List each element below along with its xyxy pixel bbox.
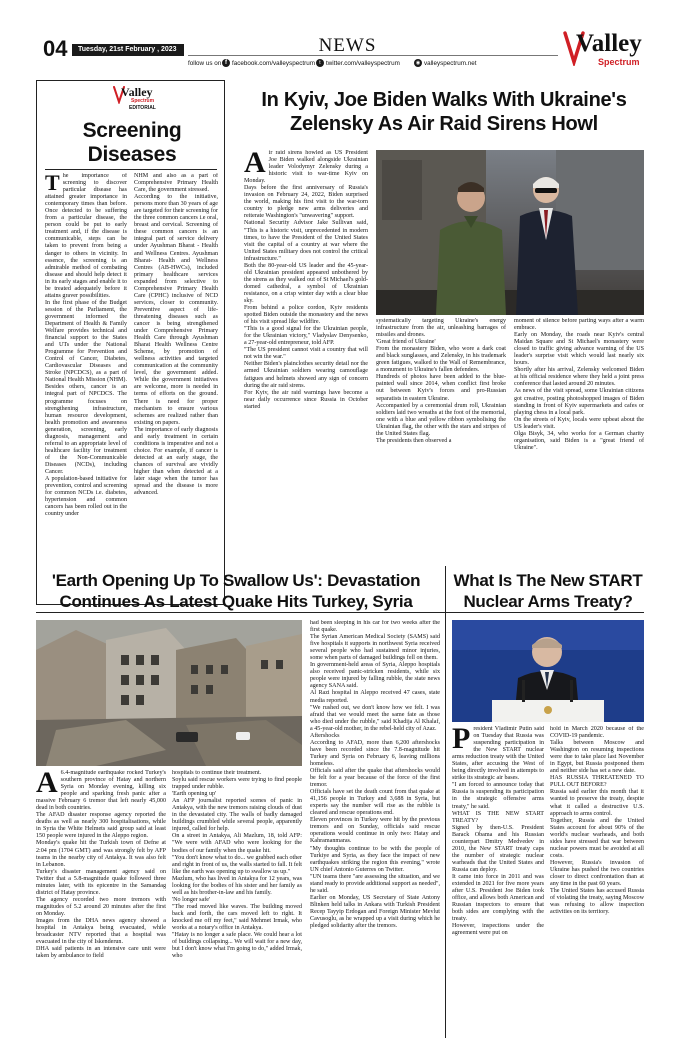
turkey-col3-p10: "My thoughts continue to be with the people of Turkiye and Syria, as they face the impact of new earthquakes striking the region this evening," wrote UN chief Antonio Guterres on Twitter. xyxy=(310,845,440,873)
editorial-col1-p2: A population-based initiative for prevention, control and screening for common NCDs i.e. diabetes, hypertension and common cancers has been rolled out in the country under xyxy=(45,476,127,518)
logo-main: Valley xyxy=(576,30,642,57)
biden-col2-p2: From the monastery Biden, who wore a dark coat and black sunglasses, and Zelensky, in his trademark green fatigues, walked to the Wall of Remembrance, a monument to Ukraine's fallen defenders. xyxy=(376,346,506,374)
biden-col1-p3: Both the 80-year-old US leader and the 45-year-old Ukrainian president appeared unbothered by the sirens as they walked out of St Michael's gold-domed cathedral, a symbol of Ukrainian resistance, on a crisp winter day with a clear blue sky. xyxy=(244,262,368,304)
biden-col2 xyxy=(376,318,506,605)
twitter-link[interactable]: twitter.com/valleyspectrum xyxy=(326,60,400,67)
turkey-col1-p6: DHA said patients in an intensive care unit were taken by ambulance to field xyxy=(36,946,166,960)
biden-col2-p0: systematically targeting Ukraine's energy infrastructure from the air, unleashing barrages of missiles and drones. xyxy=(376,318,506,339)
turkey-col3-p6: According to AFAD, more than 6,200 aftershocks have been recorded since the 7.8-magnitude hit Turkey and Syria on February 6, leaving millions homeless. xyxy=(310,739,440,767)
turkey-col1-p2: Monday's quake hit the Turkish town of Defne at 2:04 pm (1704 GMT) and was strongly felt by AFP teams in the nearby city of Antakya. It was also felt in Lebanon. xyxy=(36,840,166,868)
turkey-col2-p1: Soylu said rescue workers were trying to find people trapped under rubble. xyxy=(172,777,302,791)
editorial-logo xyxy=(113,85,173,113)
biden-col1-p4: From behind a police cordon, Kyiv residents spotted Biden outside the monastery and the news of his visit spread like wildfire. xyxy=(244,305,368,326)
biden-col3-p3: As news of the visit spread, some Ukrainian citizens got creative, posting photoshopped images of Biden standing in front of Kyiv supermarkets and cafes or playing chess in a local park. xyxy=(514,388,644,416)
editorial-col2-p0: NHM and also as a part of Comprehensive Primary Health Care, the government stressed. xyxy=(134,173,218,194)
start-col1-subhead: WHAT IS THE NEW START TREATY? xyxy=(452,810,544,824)
biden-col3 xyxy=(514,318,644,605)
globe-icon: ◉ xyxy=(415,60,421,66)
turkey-col3 xyxy=(310,620,440,1038)
turkey-col1-p3: Turkey's disaster management agency said on Twitter that a 5.8-magnitude quake followed three minutes later, with its epicentre in the Samandag district of Hatay province. xyxy=(36,868,166,896)
editorial-col2-p2: The importance of early diagnosis and early treatment in certain conditions is imperative and not a choice. For example, if cancer is detected at an early stage, the chances of survival are vividly higher than when detected at a later stage when the tumor has spread and the disease is more advanced. xyxy=(134,426,218,497)
start-col1-p4: It came into force in 2011 and was extended in 2021 for five more years after U.S. President Joe Biden took office, and allows both American and Russian inspectors to ensure that both sides are complying with the treaty. xyxy=(452,873,544,923)
start-col1: P resident Vladimir Putin said on Tuesday that Russia was suspending participation in the New START nuclear arms reduction treaty with the United States, after accusing the West of being directly involved in attempts to strike its strategic air bases. "I am forced to announce today that Russia is suspending its participation in the strategic offensive arms treaty," he said. WHAT IS THE NEW START TREATY? Signed by then-U.S. President Barack Obama and his Russian counterpart Dmitry Medvedev in 2010, the New START treaty caps the number of strategic nuclear warheads that the United States and Russia can deploy. It came into force in 2011 and was extended in 2021 for five more years after U.S. President Joe Biden took office, and allows both American and Russian inspectors to ensure that both sides are complying with the treaty. However, inspections under the agreement were put on xyxy=(452,726,544,937)
facebook-link[interactable]: facebook.com/valleyspectrum xyxy=(232,60,315,67)
turkey-col3-p8: Officials have set the death count from that quake at 41,156 people in Turkey and 3,688 in Syria, but experts say the number will rise as the rubble is cleared and rescue operations end. xyxy=(310,789,440,817)
turkey-col2-p5: "You don't know what to do... we grabbed each other and right in front of us, the walls started to fall. It felt like the earth was opening up to swallow us up." xyxy=(172,854,302,875)
editorial-col2 xyxy=(134,173,218,601)
biden-col2-subhead: 'Great friend of Ukraine' xyxy=(376,339,436,346)
turkey-col3-p9: Eleven provinces in Turkey were hit by the previous tremors and on Sunday, officials said rescue operations would continue in only two: Hatay and Kahramanmaras. xyxy=(310,817,440,845)
biden-col1-p5: "This is a good signal for the Ukrainian people, for the Ukrainian victory," Vladyslav Denysenko, a 27-year-old entrepreneur, told AFP. xyxy=(244,326,368,347)
date-bar: Tuesday, 21st February , 2023 xyxy=(72,44,184,56)
start-col2-subhead: HAS RUSSIA THREATENED TO PULL OUT BEFORE? xyxy=(550,775,644,789)
editorial-logo-main: Valley xyxy=(121,85,153,99)
editorial-logo-sub: Spectrum xyxy=(131,98,155,104)
header-rule xyxy=(188,55,558,56)
start-col1-p5: However, inspections under the agreement were put on xyxy=(452,923,544,937)
column-rule xyxy=(445,566,446,1038)
start-col2-p3: Russia said earlier this month that it wanted to preserve the treaty, despite what it called a destructive U.S. approach to arms control. xyxy=(550,789,644,817)
turkey-col1-p5: Images from the DHA news agency showed a hospital in Antakya being evacuated, while broadcaster NTV reported that a hospital was evacuated in the city of Iskenderun. xyxy=(36,917,166,946)
facebook-icon: f xyxy=(222,59,230,67)
turkey-col2-p8: "The road moved like waves. The building moved back and forth, the cars moved left to right. It knocked me off my feet," said Mehmet Irmak, who works at a notary's office in Antakya. xyxy=(172,903,302,932)
header-logo xyxy=(562,28,674,72)
page-number: 04 xyxy=(43,36,68,61)
biden-col3-p4: On the streets of Kyiv, locals were upbeat about the US leader's visit. xyxy=(514,416,644,430)
turkey-col2-subhead2: 'No longer safe' xyxy=(172,896,211,903)
biden-col3-p1: Early on Monday, the roads near Kyiv's central Maidan Square and St Michael's monastery were closed to traffic giving advance warning of the US leader's surprise visit which would last nearly six hours. xyxy=(514,332,644,367)
editorial-box xyxy=(36,80,225,605)
turkey-col1: A 6.4-magnitude earthquake rocked Turkey's southern province of Hatay and northern Syria on Monday evening, killing six people and sparking fresh panic after a massive February 6 tremor that left nearly 45,000 dead in both countries. The AFAD disaster response agency reported the deaths as well as nearly 300 hospitalisations, while in Syria the White Helmets said group said at least 150 people were injured in the Aleppo region. Monday's quake hit the Turkish town of Defne at 2:04 pm (1704 GMT) and was strongly felt by AFP teams in the nearby city of Antakya. It was also felt in Lebanon. Turkey's disaster management agency said on Twitter that a 5.8-magnitude quake followed three minutes later, with its epicentre in the Samandag district of Hatay province. The agency recorded two more tremors with magnitudes of 5.2 around 20 minutes after the first on Monday. Images from the DHA news agency showed a hospital in Antakya being evacuated, while broadcaster NTV reported that a hospital was evacuated in the city of Iskenderun. DHA said patients in an intensive care unit were taken by ambulance to field xyxy=(36,770,166,960)
turkey-col3-subhead: Aftershocks xyxy=(310,732,340,739)
editorial-title: Screening Diseases xyxy=(82,119,182,166)
start-col1-p3: Signed by then-U.S. President Barack Obama and his Russian counterpart Dmitry Medvedev in 2010, the New START treaty caps the number of strategic nuclear warheads that the United States and Russia can deploy. xyxy=(452,824,544,873)
logo-sub: Spectrum xyxy=(598,57,640,67)
turkey-col3-p12: Earlier on Monday, US Secretary of State Antony Blinken held talks in Ankara with Turkish President Recep Tayyip Erdogan and Foreign Minister Mevlut Cavusoglu, as he wrapped up a visit during which he pledged solidarity after the tremors. xyxy=(310,894,440,930)
biden-col2-p4: Accompanied by a ceremonial drum roll, Ukrainian soldiers laid two wreaths at the foot of the memorial, one with a blue and yellow ribbon symbolising the Ukrainian flag, the other with the stars and stripes of the United States flag. xyxy=(376,402,506,437)
start-col1-p0: resident Vladimir Putin said on Tuesday that Russia was suspending participation in the New START nuclear arms reduction treaty with the United States, after accusing the West of being directly involved in attempts to strike its strategic air bases. xyxy=(452,726,544,782)
biden-col1: A ir raid sirens howled as US President Joe Biden walked alongside Ukrainian leader Volodymyr Zelensky during a historic visit to war-time Kyiv on Monday. Days before the first anniversary of Russia's invasion on February 24, 2022, Biden surprised the world, making his first visit to the war-torn country to pledge new arms deliveries and reiterate Washington's "unwavering" support. National Security Advisor Jake Sullivan said, "This is a historic visit, unprecedented in modern times, to have the President of the United States visit the capital of a country at war where the United States military does not control the critical infrastructure." Both the 80-year-old US leader and the 45-year-old Ukrainian president appeared unbothered by the sirens as they walked out of St Michael's gold-domed cathedral, a symbol of Ukrainian resistance, on a crisp winter day with a clear blue sky. From behind a police cordon, Kyiv residents spotted Biden outside the monastery and the news of his visit spread like wildfire. "This is a good signal for the Ukrainian people, for the Ukrainian victory," Vladyslav Denysenko, a 27-year-old entrepreneur, told AFP. "The US president cannot visit a country that will not win the war." Neither Biden's plainclothes security detail nor the armed Ukrainian soldiers wearing camouflage fatigues and helmets showed any sign of concern during the air raid sirens. For Kyiv, the air raid warnings have become a near daily occurrence since Russia in October started xyxy=(244,150,368,410)
biden-col2-p5: The presidents then observed a xyxy=(376,437,452,444)
earthquake-photo xyxy=(36,620,302,766)
turkey-col3-p11: "UN teams there "are assessing the situation, and we stand ready to provide additional support as needed", he said. xyxy=(310,873,440,894)
editorial-col2-p1: According to the initiative, persons more than 30 years of age are targeted for their screening for the three common cancers i.e oral, breast and cervical. Screening of these common cancers is an integral part of service delivery under Ayushman Bharat - Health and Wellness Centres. Ayushman Bharat- Health and Wellness Centres (AB-HWCs), included primary healthcare services expanded from selective to Comprehensive Primary Health Care (CPHC) inclusive of NCD services, closer to community. Preventive aspect of life-threatening diseases such as cancer is being strengthened under Comprehensive Primary Health Care through Ayushman Bharat Health Wellness Centre Scheme, by promotion of wellness activities and targeted communication at the community level, the government added. While the government initiatives are welcome, more is needed in terms of efforts on the ground. There is need for proper mechanism to ensure various schemes are realized rather than existing on papers. xyxy=(134,194,218,426)
turkey-headline: 'Earth Opening Up To Swallow Us': Devastation Continues As Latest Quake Hits Turkey, Syria xyxy=(51,571,421,611)
turkey-col1-p4: The agency recorded two more tremors with magnitudes of 5.2 around 20 minutes after the first on Monday. xyxy=(36,896,166,917)
start-col2-p4: Together, Russia and the United States account for about 90% of the world's nuclear warheads, and both sides have stressed that war between nuclear powers must be avoided at all costs. xyxy=(550,817,644,859)
twitter-icon: t xyxy=(316,59,324,67)
putin-photo xyxy=(452,620,644,722)
start-col2-p0: hold in March 2020 because of the COVID-19 pandemic. xyxy=(550,726,644,740)
start-col2-p1: Talks between Moscow and Washington on resuming inspections were due to take place last November in Egypt, but Russia postponed them and neither side has set a new date. xyxy=(550,740,644,775)
biden-col1-p8: For Kyiv, the air raid warnings have become a near daily occurrence since Russia in October started xyxy=(244,389,368,410)
turkey-col2-p6: Mazlum, who has lived in Antakya for 12 years, was looking for the bodies of his sister and her family as well as his brother-in-law and his family. xyxy=(172,875,302,896)
turkey-col3-p1: The Syrian American Medical Society (SAMS) said five hospitals it supports in northwest Syria received several people who had sustained minor injuries, some when parts of damaged buildings fell on them. xyxy=(310,634,440,662)
editorial-col1-p0: he importance of screening to discover particular disease has attained greater importance in contemporary times than before. Once detected to be suffering from a particular disease, the person could be put to early treatment and, if the disease is communicable, steps can be taken to prevent from being a danger to others in vicinity. In essence, the screening is an admirable method of combating disease and should help detect it in its early stages and enable it to be treated adequately before it attains graver possibilities. xyxy=(45,173,127,299)
turkey-col2-p9: "Hatay is no longer a safe place. We could hear a lot of buildings collapsing... We will wait for a new day, but I don't know what I'm going to do," added Irmak, who xyxy=(172,932,302,960)
turkey-col3-p7: Officials said after the quake that aftershocks would be felt for a year because of the force of the first tremor. xyxy=(310,767,440,789)
turkey-col2-subhead1: 'Earth opening up' xyxy=(172,791,217,798)
biden-col1-p2: National Security Advisor Jake Sullivan said, "This is a historic visit, unprecedented in modern times, to have the President of the United States visit the capital of a country at war where the United States military does not control the critical infrastructure." xyxy=(244,220,368,262)
biden-col1-p6: "The US president cannot visit a country that will not win the war." xyxy=(244,347,368,361)
biden-headline: In Kyiv, Joe Biden Walks With Ukraine's Zelensky As Air Raid Sirens Howl xyxy=(261,89,627,135)
turkey-col2-p0: hospitals to continue their treatment. xyxy=(172,770,262,776)
turkey-col1-p1: The AFAD disaster response agency reported the deaths as well as nearly 300 hospitalisations, while in Syria the White Helmets said group said at least 150 people were injured in the Aleppo region. xyxy=(36,812,166,840)
start-col1-p1: "I am forced to announce today that Russia is suspending its participation in the strategic offensive arms treaty," he said. xyxy=(452,782,544,810)
turkey-col1-p0: 6.4-magnitude earthquake rocked Turkey's southern province of Hatay and northern Syria on Monday evening, killing six people and sparking fresh panic after a massive February 6 tremor that left nearly 45,000 dead in both countries. xyxy=(36,770,166,812)
editorial-col1: T he importance of screening to discover particular disease has attained greater importance in contemporary times than before. Once detected to be suffering from a particular disease, the person could be put to early treatment and, if the disease is communicable, steps can be taken to prevent from being a danger to others in vicinity. In essence, the screening is an admirable method of combating disease and should help detect it in its early stages and enable it to be treated adequately before it attains graver possibilities. In the first phase of the Budget session of the Parliament, the government informed the Department of Health & Family Welfare provides technical and financial support to the States and UTs under the National Programme for Prevention and Control of Cancer, Diabetes, Cardiovascular Diseases and Stroke (NPCDCS), as a part of National Health Mission (NHM). Besides others, cancer is an integral part of NPCDCS. The programme focuses on strengthening infrastructure, human resource development, health promotion and awareness generation, screening, early diagnosis, management and referral to an appropriate level of healthcare facility for treatment of the Non-Communicable Diseases (NCDs), including Cancer. A population-based initiative for prevention, control and screening for common NCDs i.e. diabetes, hypertension and common cancers has been rolled out in the country under xyxy=(45,173,127,518)
social-row xyxy=(188,59,568,69)
turkey-col2 xyxy=(172,770,302,1038)
website-link[interactable]: valleyspectrum.net xyxy=(424,60,477,67)
biden-col3-p0: moment of silence before parting ways after a warm embrace. xyxy=(514,318,644,332)
turkey-col2-p3: An AFP journalist reported scenes of panic in Antakya, with the new tremors raising clouds of dust in the devastated city. The walls of badly damaged buildings crumbled while several people, apparently injured, called for help. xyxy=(172,798,302,833)
biden-col1-p1: Days before the first anniversary of Russia's invasion on February 24, 2022, Biden surprised the world, making his first visit to the war-torn country to pledge new arms deliveries and reiterate Washington's "unwavering" support. xyxy=(244,185,368,220)
start-col2-p5: However, Russia's invasion of Ukraine has pushed the two countries closer to direct confrontation than at any time in the past 60 years. xyxy=(550,859,644,888)
biden-col3-p2: Shortly after his arrival, Zelensky welcomed Biden at his official residence where they held a joint press conference that lasted around 20 minutes. xyxy=(514,367,644,388)
biden-col3-p5: Olga Bisyk, 34, who works for a German charity organisation, said Biden is a "great friend of Ukraine". xyxy=(514,430,644,451)
biden-col1-p7: Neither Biden's plainclothes security detail nor the armed Ukrainian soldiers wearing camouflage fatigues and helmets showed any sign of concern during the air raid sirens. xyxy=(244,361,368,389)
follow-label: follow us on xyxy=(188,60,222,67)
turkey-col3-p0: had been sleeping in his car for two weeks after the first quake. xyxy=(310,620,440,634)
editorial-rule xyxy=(45,169,217,170)
start-headline: What Is The New START Nuclear Arms Treaty? xyxy=(453,571,643,611)
editorial-col1-p1: In the first phase of the Budget session of the Parliament, the government informed the Department of Health & Family Welfare provides technical and financial support to the States and UTs under the National Programme for Prevention and Control of Cancer, Diabetes, Cardiovascular Diseases and Stroke (NPCDCS), as a part of National Health Mission (NHM). Besides others, cancer is an integral part of NPCDCS. The programme focuses on strengthening infrastructure, human resource development, health promotion and awareness generation, screening, early diagnosis, management and referral to an appropriate level of healthcare facility for treatment of the Non-Communicable Diseases (NCDs), including Cancer. xyxy=(45,299,127,475)
turkey-col3-p4: "We rushed out, we don't know how we felt. I was afraid that we would meet the same fate as those who died under the rubble," said Khadija Al Khalaf, a 45-year-old mother, in the rebel-held city of Azaz. xyxy=(310,704,440,732)
turkey-col2-p4: On a street in Antakya, Ali Mazlum, 18, told AFP: "We were with AFAD who were looking for the bodies of our family when the quake hit. xyxy=(172,833,302,854)
biden-zelensky-photo xyxy=(376,150,644,315)
start-col2 xyxy=(550,726,644,1038)
editorial-tag: EDITORIAL xyxy=(129,105,156,111)
turkey-col3-p2: In government-held areas of Syria, Aleppo hospitals also received panic-stricken residents, while six people were injured by falling rubble, the state news agency SANA said. xyxy=(310,662,440,690)
biden-col2-p3: Hundreds of photos have been added to the blue-painted wall since 2014, when conflict first broke out between Kyiv's forces and pro-Russian separatists in eastern Ukraine. xyxy=(376,374,506,402)
section-title: NEWS xyxy=(318,35,377,56)
section-divider xyxy=(36,612,644,613)
start-col2-p6: The United States has accused Russia of violating the treaty, saying Moscow was refusing to allow inspection activities on its territory. xyxy=(550,888,644,916)
biden-col1-p0: ir raid sirens howled as US President Joe Biden walked alongside Ukrainian leader Volodymyr Zelensky during a historic visit to war-time Kyiv on Monday. xyxy=(244,150,368,185)
header xyxy=(0,0,680,74)
turkey-col3-p3: Al Razi hospital in Aleppo received 47 cases, state media reported. xyxy=(310,690,440,704)
